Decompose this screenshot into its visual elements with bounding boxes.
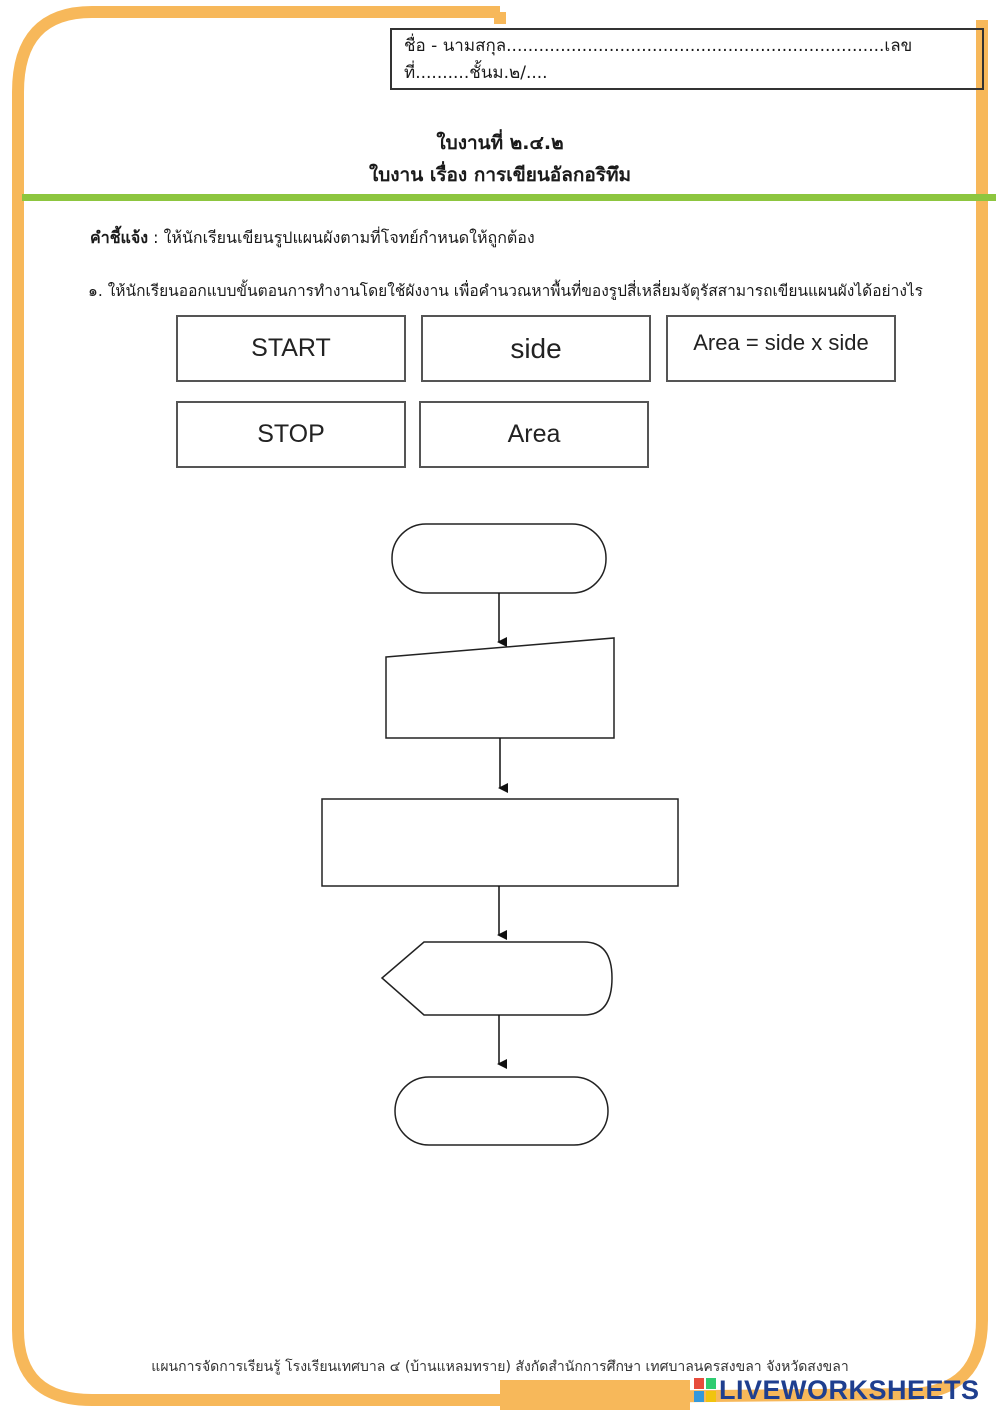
liveworksheets-icon (694, 1378, 716, 1402)
stop-terminator-dropzone[interactable] (395, 1077, 608, 1145)
answer-card-label: START (251, 334, 331, 362)
student-info-label: ชื่อ - นามสกุล......................................................................เลขที่..........ชั้นม.๒/.... (404, 36, 913, 83)
answer-card-label: side (510, 332, 562, 364)
liveworksheets-label: LIVEWORKSHEETS (719, 1374, 980, 1405)
process-dropzone[interactable] (322, 799, 678, 886)
worksheet-number: ใบงานที่ ๒.๔.๒ (436, 132, 564, 154)
instruction-text: : ให้นักเรียนเขียนรูปแผนผังตามที่โจทย์กำหนดให้ถูกต้อง (148, 228, 535, 247)
answer-card-label: Area = side x side (693, 329, 869, 355)
instruction-label: คำชี้แจ้ง (90, 228, 149, 247)
question-text: ๑. ให้นักเรียนออกแบบขั้นตอนการทำงานโดยใช้ผังงาน เพื่อคำนวณหาพื้นที่ของรูปสี่เหลี่ยมจัตุรัสสามารถเขียนแผนผังได้อย่างไร (88, 282, 924, 300)
answer-card-label: Area (507, 420, 561, 448)
display-output-dropzone[interactable] (382, 942, 612, 1015)
start-terminator-dropzone[interactable] (392, 524, 606, 593)
answer-card-label: STOP (257, 420, 325, 448)
footer-text: แผนการจัดการเรียนรู้ โรงเรียนเทศบาล ๔ (บ้านแหลมทราย) สังกัดสำนักการศึกษา เทศบาลนครสงขลา จังหวัดสงขลา (151, 1359, 849, 1375)
input-dropzone[interactable] (386, 638, 614, 738)
worksheet-title: ใบงาน เรื่อง การเขียนอัลกอริทึม (368, 164, 632, 186)
liveworksheets-logo[interactable] (694, 1374, 980, 1406)
